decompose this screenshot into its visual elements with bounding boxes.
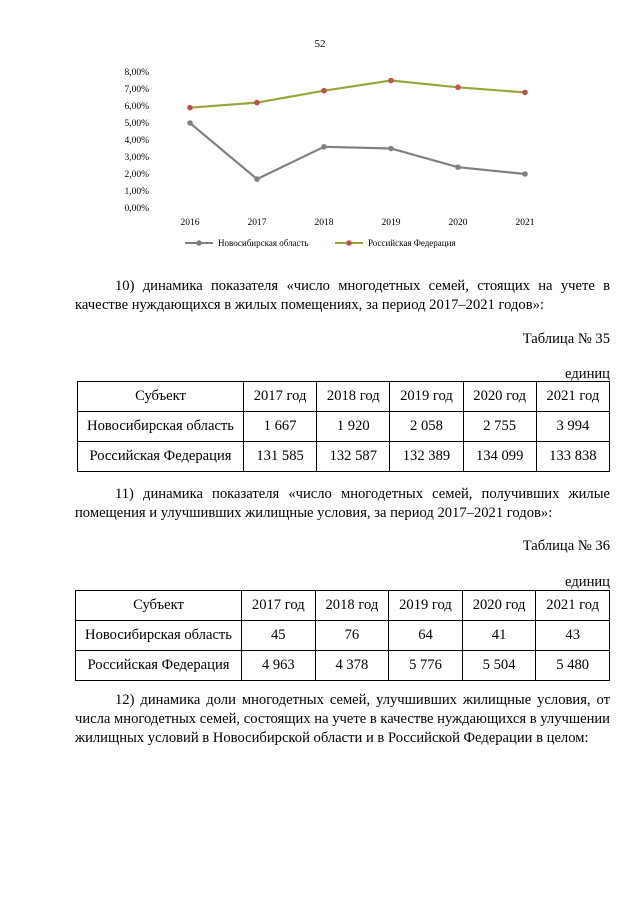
- y-tick-label: 5,00%: [124, 119, 149, 129]
- data-point: [455, 85, 461, 91]
- table-cell: 45: [242, 621, 316, 651]
- table-cell: 3 994: [536, 412, 609, 442]
- table-35-unit: единиц: [565, 366, 610, 382]
- table-cell: 133 838: [536, 442, 609, 472]
- table-cell: 1 920: [317, 412, 390, 442]
- table-cell: Новосибирская область: [76, 621, 242, 651]
- table-cell: 132 389: [390, 442, 463, 472]
- table-cell: Новосибирская область: [78, 412, 244, 442]
- x-tick-label: 2019: [381, 218, 401, 228]
- table-row: [78, 412, 610, 442]
- table-row: [78, 442, 610, 472]
- legend-label: Российская Федерация: [368, 238, 456, 248]
- paragraph-12: 12) динамика доли многодетных семей, улучшивших жилищные условия, от числа многодетных семей, состоящих на учете в качестве нуждающихся в улучшении жилищных условий в Новосибирской области и в Российской Федерации в целом:: [75, 692, 610, 746]
- table-header-row: [76, 591, 610, 621]
- header-cell: 2021 год: [536, 382, 609, 412]
- table-cell: 1 667: [244, 412, 317, 442]
- data-point: [522, 90, 528, 96]
- legend-marker: [346, 240, 352, 246]
- data-point: [187, 105, 193, 111]
- paragraph-10: 10) динамика показателя «число многодетных семей, стоящих на учете в качестве нуждающихся в жилых помещениях, за период 2017–2021 годов»:: [75, 278, 610, 313]
- header-cell: Субъект: [78, 382, 244, 412]
- series-line: [190, 81, 525, 108]
- page-number: 52: [314, 38, 326, 50]
- data-point: [321, 88, 327, 94]
- header-cell: Субъект: [76, 591, 242, 621]
- table-cell: 5 504: [462, 651, 536, 681]
- data-point: [321, 144, 327, 150]
- line-chart: [105, 60, 535, 255]
- table-cell: Российская Федерация: [76, 651, 242, 681]
- x-tick-label: 2018: [314, 218, 334, 228]
- data-point: [187, 120, 193, 126]
- y-tick-label: 3,00%: [124, 153, 149, 163]
- y-tick-label: 7,00%: [124, 85, 149, 95]
- data-point: [388, 78, 394, 84]
- table-cell: 41: [462, 621, 536, 651]
- y-tick-label: 2,00%: [124, 170, 149, 180]
- header-cell: 2019 год: [390, 382, 463, 412]
- header-cell: 2020 год: [462, 591, 536, 621]
- data-point: [522, 171, 528, 177]
- x-tick-label: 2021: [515, 218, 535, 228]
- table-cell: 131 585: [244, 442, 317, 472]
- y-tick-label: 1,00%: [124, 187, 149, 197]
- table-cell: 4 378: [315, 651, 389, 681]
- data-point: [455, 164, 461, 170]
- table-cell: 64: [389, 621, 463, 651]
- table-36-caption: Таблица № 36: [522, 538, 610, 554]
- table-cell: 2 755: [463, 412, 536, 442]
- header-cell: 2021 год: [536, 591, 610, 621]
- x-tick-label: 2016: [180, 218, 200, 228]
- x-tick-label: 2017: [247, 218, 267, 228]
- header-cell: 2017 год: [244, 382, 317, 412]
- table-36-unit: единиц: [565, 574, 610, 590]
- header-cell: 2017 год: [242, 591, 316, 621]
- header-cell: 2018 год: [317, 382, 390, 412]
- table-cell: 43: [536, 621, 610, 651]
- table-35-caption: Таблица № 35: [522, 331, 610, 347]
- table-cell: 76: [315, 621, 389, 651]
- table-row: [76, 651, 610, 681]
- table-cell: 5 480: [536, 651, 610, 681]
- table-cell: 132 587: [317, 442, 390, 472]
- y-tick-label: 4,00%: [124, 136, 149, 146]
- x-tick-label: 2020: [448, 218, 468, 228]
- data-point: [254, 176, 260, 182]
- table-cell: Российская Федерация: [78, 442, 244, 472]
- header-cell: 2018 год: [315, 591, 389, 621]
- series-line: [190, 123, 525, 179]
- table-row: [76, 621, 610, 651]
- data-point: [254, 100, 260, 106]
- data-point: [388, 146, 394, 152]
- table-cell: 2 058: [390, 412, 463, 442]
- table-cell: 4 963: [242, 651, 316, 681]
- table-cell: 5 776: [389, 651, 463, 681]
- table-cell: 134 099: [463, 442, 536, 472]
- y-tick-label: 8,00%: [124, 68, 149, 78]
- header-cell: 2020 год: [463, 382, 536, 412]
- y-tick-label: 6,00%: [124, 102, 149, 112]
- legend-marker: [196, 240, 202, 246]
- paragraph-11: 11) динамика показателя «число многодетных семей, получивших жилые помещения и улучшивших жилищные условия, за период 2017–2021 годов»:: [75, 486, 610, 521]
- y-tick-label: 0,00%: [124, 204, 149, 214]
- table-header-row: [78, 382, 610, 412]
- table-36: [75, 590, 610, 681]
- legend-label: Новосибирская область: [218, 238, 309, 248]
- table-35: [77, 381, 610, 472]
- header-cell: 2019 год: [389, 591, 463, 621]
